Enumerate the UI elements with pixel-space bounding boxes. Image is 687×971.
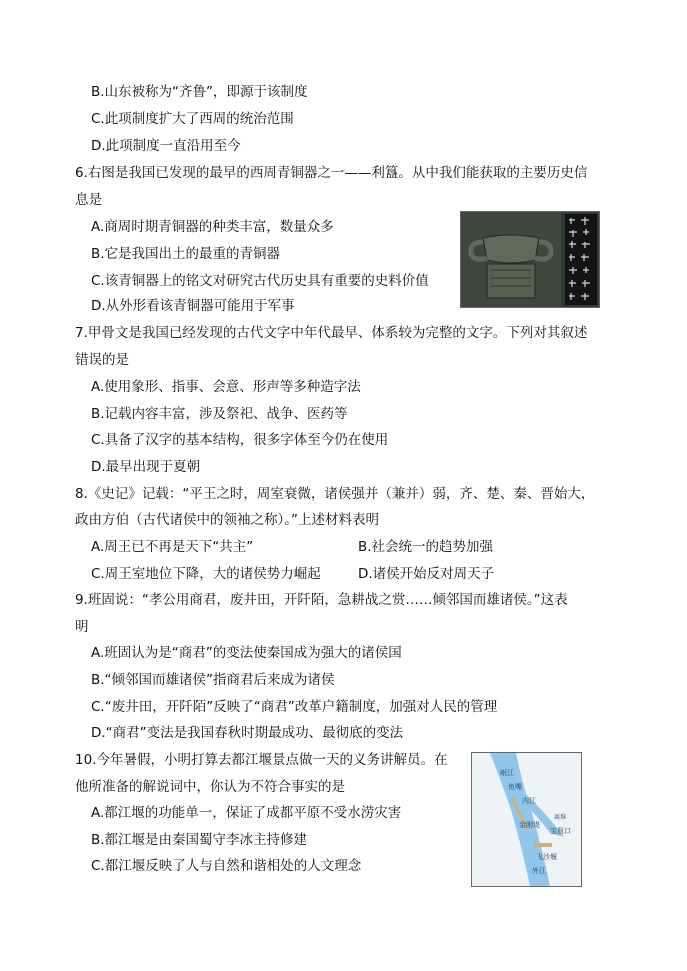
- q10-option-b: B.都江堰是由秦国蜀守李冰主持修建: [91, 832, 308, 848]
- q7-stem-line2: 错误的是: [75, 352, 129, 368]
- q7-option-c: C.具备了汉字的基本结构，很多字体至今仍在使用: [91, 432, 389, 448]
- map-label-waijiang: 外江: [532, 867, 546, 875]
- map-label-jingang: 金刚堤: [519, 821, 540, 829]
- q9-stem-line2: 明: [75, 619, 89, 635]
- map-label-minjiang: 岷江: [500, 769, 514, 777]
- q8-option-c: C.周王室地位下降，大的诸侯势力崛起: [91, 566, 321, 582]
- q5-option-b: B.山东被称为“齐鲁”，即源于该制度: [91, 84, 308, 100]
- li-gui-photo: [460, 211, 600, 308]
- map-label-yuzui: 鱼嘴: [508, 783, 522, 791]
- q8-option-b: B.社会统一的趋势加强: [358, 539, 494, 555]
- dujiangyan-map: [471, 752, 582, 887]
- q8-option-a: A.周王已不再是天下“共主”: [91, 539, 254, 555]
- map-label-baopingkou: 宝瓶口: [550, 827, 571, 835]
- q7-option-a: A.使用象形、指事、会意、形声等多种造字法: [91, 379, 361, 395]
- q9-option-b: B.“倾邻国而雄诸侯”指商君后来成为诸侯: [91, 672, 335, 688]
- q10-stem-line1: 10.今年暑假，小明打算去都江堰景点做一天的义务讲解员。在: [75, 752, 448, 768]
- map-label-feishayan: 飞沙堰: [536, 853, 557, 861]
- map-label-neijiang: 内江: [522, 797, 536, 805]
- dujiangyan-map-illustration: [472, 753, 581, 886]
- q6-stem-line1: 6.右图是我国已发现的最早的西周青铜器之一——利簋。从中我们能获取的主要历史信: [75, 165, 588, 181]
- q6-option-c: C.该青铜器上的铭文对研究古代历史具有重要的史料价值: [91, 273, 429, 289]
- q9-stem-line1: 9.班固说：“孝公用商君，废井田，开阡陌，急耕战之赏……倾邻国而雄诸侯。”这表: [75, 592, 568, 608]
- q8-stem-line1: 8.《史记》记载：“平王之时，周室衰微，诸侯强并（兼并）弱，齐、楚、秦、晋始大，: [75, 486, 595, 502]
- q9-option-c: C.“废井田，开阡陌”反映了“商君”改革户籍制度，加强对人民的管理: [91, 699, 498, 715]
- q10-option-a: A.都江堰的功能单一，保证了成都平原不受水涝灾害: [91, 805, 402, 821]
- q6-stem-line2: 息是: [75, 192, 102, 208]
- q7-stem-line1: 7.甲骨文是我国已经发现的古代文字中年代最早、体系较为完整的文字。下列对其叙述: [75, 325, 588, 341]
- q7-option-b: B.记载内容丰富，涉及祭祀、战争、医药等: [91, 406, 348, 422]
- q6-option-d: D.从外形看该青铜器可能用于军事: [91, 298, 295, 314]
- map-label-lidui: 离堆: [554, 814, 567, 821]
- q8-option-d: D.诸侯开始反对周天子: [358, 566, 495, 582]
- q6-option-a: A.商周时期青铜器的种类丰富，数量众多: [91, 219, 334, 235]
- q10-option-c: C.都江堰反映了人与自然和谐相处的人文理念: [91, 858, 362, 874]
- q10-stem-line2: 他所准备的解说词中，你认为不符合事实的是: [75, 779, 345, 795]
- q5-option-d: D.此项制度一直沿用至今: [91, 138, 241, 154]
- q6-option-b: B.它是我国出土的最重的青铜器: [91, 246, 281, 262]
- q9-option-d: D.“商君”变法是我国春秋时期最成功、最彻底的变法: [91, 725, 404, 741]
- q7-option-d: D.最早出现于夏朝: [91, 459, 201, 475]
- li-gui-illustration: [461, 212, 599, 307]
- q9-option-a: A.班固认为是“商君”的变法使秦国成为强大的诸侯国: [91, 645, 402, 661]
- q8-stem-line2: 政由方伯（古代诸侯中的领袖之称）。”上述材料表明: [75, 512, 379, 528]
- q5-option-c: C.此项制度扩大了西周的统治范围: [91, 111, 294, 127]
